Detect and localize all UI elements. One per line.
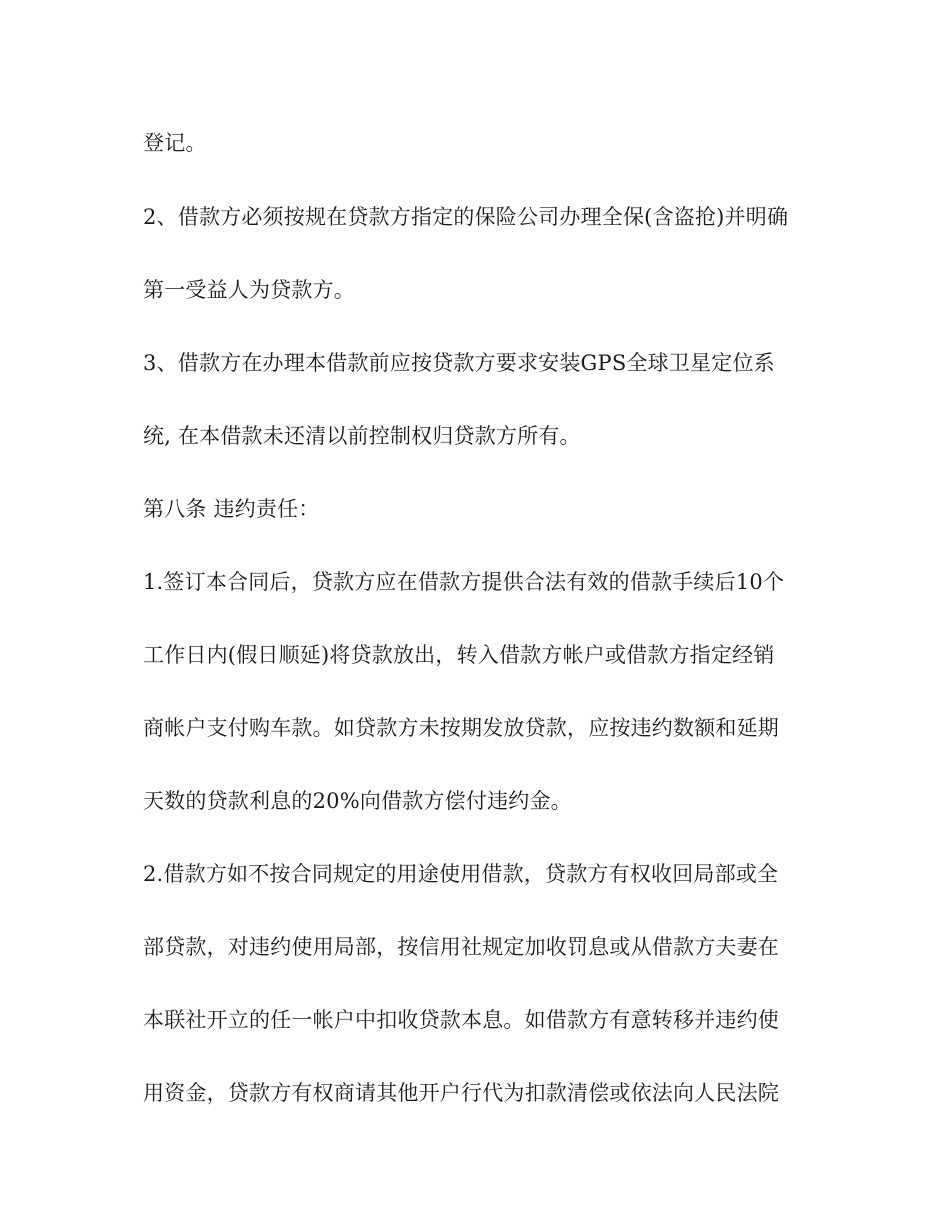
text-line-4: 3、借款方在办理本借款前应按贷款方要求安装GPS全球卫星定位系 — [143, 351, 775, 375]
section-heading: 第八条 违约责任： — [143, 497, 320, 521]
text-line-13: 本联社开立的任一帐户中扣收贷款本息。如借款方有意转移并违约使 — [143, 1008, 779, 1032]
text-line-9: 商帐户支付购车款。如贷款方未按期发放贷款，应按违约数额和延期 — [143, 716, 779, 740]
text-line-8: 工作日内(假日顺延)将贷款放出，转入借款方帐户或借款方指定经销 — [143, 643, 775, 667]
text-line-5: 统, 在本借款未还清以前控制权归贷款方所有。 — [143, 424, 581, 448]
text-line-10: 天数的贷款利息的20%向借款方偿付违约金。 — [143, 789, 572, 813]
text-line-14: 用资金，贷款方有权商请其他开户行代为扣款清偿或依法向人民法院 — [143, 1081, 779, 1105]
text-line-1: 登记。 — [143, 131, 207, 155]
text-line-12: 部贷款，对违约使用局部，按信用社规定加收罚息或从借款方夫妻在 — [143, 935, 779, 959]
text-line-2: 2、借款方必须按规在贷款方指定的保险公司办理全保(含盗抢)并明确 — [143, 205, 789, 229]
text-line-3: 第一受益人为贷款方。 — [143, 278, 355, 302]
text-line-7: 1.签订本合同后，贷款方应在借款方提供合法有效的借款手续后10个 — [143, 570, 785, 594]
text-line-11: 2.借款方如不按合同规定的用途使用借款，贷款方有权收回局部或全 — [143, 862, 779, 886]
